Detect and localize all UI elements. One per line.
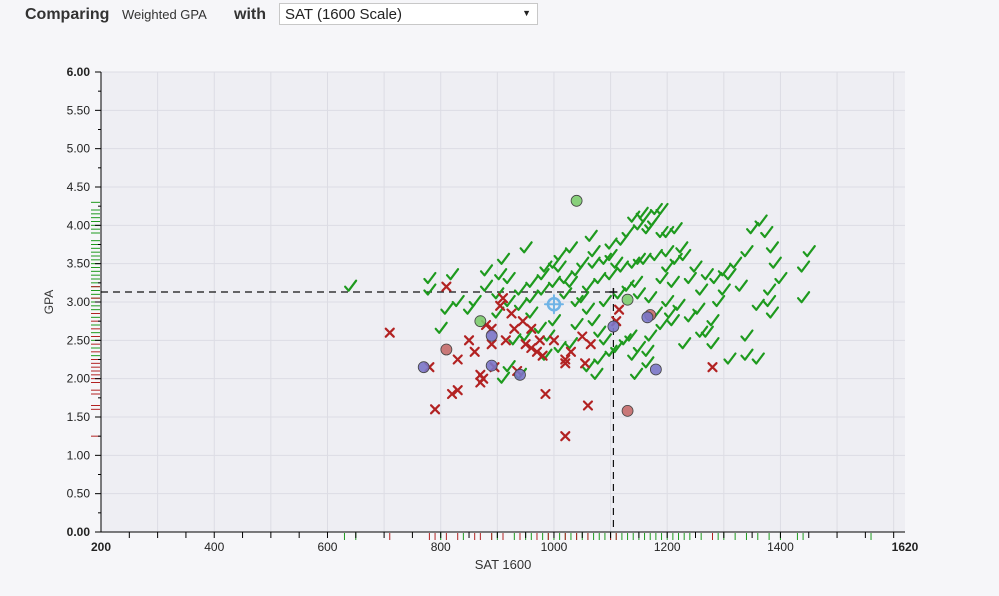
- x-tick-label: 200: [90, 540, 112, 554]
- y-axis-label: GPA: [42, 289, 56, 315]
- y-tick-label: 0.50: [66, 486, 90, 501]
- y-tick-label: 4.50: [66, 180, 90, 194]
- y-tick-label: 5.50: [66, 103, 90, 118]
- x-tick-label: 1000: [540, 540, 568, 554]
- blue-dot: [650, 364, 661, 375]
- y-tick-label: 0.00: [66, 525, 90, 539]
- x-tick-label: 1400: [767, 540, 794, 554]
- x-tick-label: 1620: [891, 540, 919, 554]
- green-dot: [622, 294, 633, 305]
- blue-dot: [642, 312, 653, 323]
- red-dot: [441, 344, 452, 355]
- chevron-down-icon: ▼: [522, 8, 531, 18]
- y-tick-label: 1.50: [66, 410, 90, 424]
- green-dot: [475, 316, 486, 327]
- y-tick-label: 5.00: [66, 141, 90, 156]
- with-label: with: [234, 6, 266, 23]
- red-dot: [622, 405, 633, 416]
- blue-dot: [514, 369, 525, 380]
- comparing-label: Comparing: [25, 6, 110, 23]
- y-tick-label: 1.00: [66, 448, 90, 463]
- blue-dot: [418, 362, 429, 373]
- y-tick-label: 4.00: [66, 218, 90, 233]
- comparison-select-value: SAT (1600 Scale): [285, 6, 403, 23]
- x-axis-label: SAT 1600: [474, 557, 532, 572]
- y-tick-label: 2.50: [66, 333, 90, 348]
- y-tick-label: 3.50: [66, 256, 90, 271]
- x-tick-label: 400: [204, 540, 225, 554]
- blue-dot: [608, 321, 619, 332]
- green-dot: [571, 195, 582, 206]
- x-tick-label: 1200: [653, 540, 681, 554]
- x-tick-label: 800: [430, 540, 451, 554]
- y-tick-label: 3.00: [66, 295, 90, 309]
- metric-label: Weighted GPA: [122, 7, 207, 22]
- y-tick-label: 6.00: [66, 65, 90, 79]
- blue-dot: [486, 360, 497, 371]
- blue-dot: [486, 330, 497, 341]
- y-tick-label: 2.00: [66, 371, 90, 386]
- x-tick-label: 600: [317, 540, 338, 554]
